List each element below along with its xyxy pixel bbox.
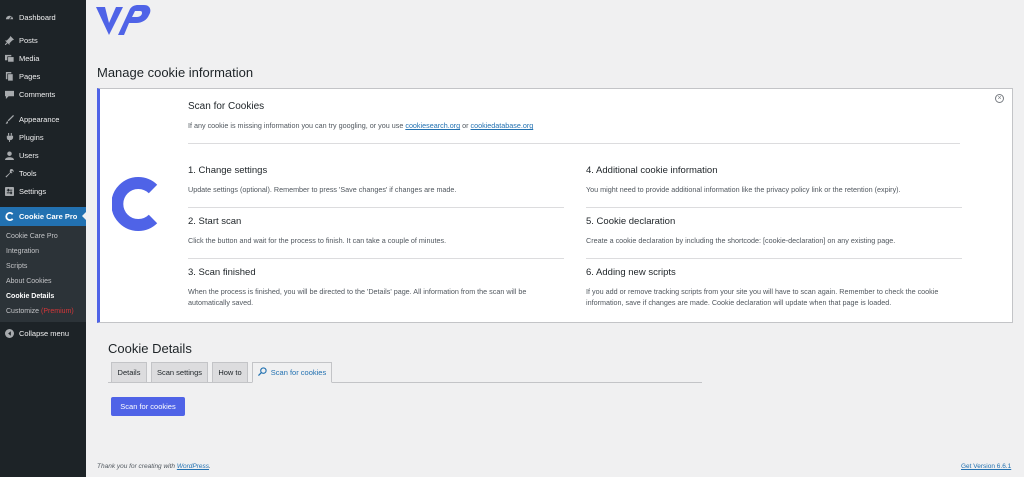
cookie-care-logo-icon — [112, 177, 160, 231]
sidebar-item-label: Tools — [19, 168, 37, 178]
collapse-menu-button[interactable] — [0, 324, 86, 342]
plugin-icon — [5, 133, 14, 142]
submenu-item-customize[interactable] — [6, 308, 74, 315]
sidebar-item-appearance[interactable] — [0, 110, 86, 128]
media-icon — [5, 54, 14, 63]
cookiedatabase-link[interactable]: cookiedatabase.org — [470, 121, 534, 130]
cookie-care-submenu — [0, 226, 86, 322]
panel-intro — [188, 121, 533, 130]
tab-scan-for-cookies[interactable] — [252, 362, 332, 383]
page-title: Manage cookie information — [97, 65, 254, 80]
submenu-item-cookie-care-pro[interactable]: Cookie Care Pro — [6, 233, 58, 240]
cookie-details-title: Cookie Details — [108, 341, 192, 356]
version-link[interactable]: Get Version 6.6.1 — [961, 463, 1012, 470]
intro-text: If any cookie is missing information you can try googling, or you use — [188, 121, 406, 130]
sidebar-item-label: Plugins — [19, 132, 44, 142]
sidebar-item-plugins[interactable] — [0, 128, 86, 146]
intro-text-mid: or — [460, 121, 471, 130]
search-icon — [258, 367, 267, 378]
divider — [188, 258, 564, 259]
sidebar-item-label: Cookie Care Pro — [19, 212, 78, 221]
step-title: 5. Cookie declaration — [586, 216, 676, 227]
sidebar-item-label: Comments — [19, 89, 56, 99]
sidebar-item-label: Pages — [19, 71, 41, 81]
step-description: Update settings (optional). Remember to press 'Save changes' if changes are made. — [188, 185, 457, 194]
sidebar-item-comments[interactable] — [0, 85, 86, 103]
footer-thanks-text: Thank you for creating with — [97, 463, 177, 470]
cookie-care-icon — [5, 212, 14, 221]
settings-icon — [5, 187, 14, 196]
sidebar-item-label: Media — [19, 53, 40, 63]
brush-icon — [5, 115, 14, 124]
sidebar-item-cookie-care-pro[interactable] — [0, 207, 86, 226]
sidebar-item-label: Settings — [19, 186, 47, 196]
step-description: Create a cookie declaration by including the shortcode: [cookie-declaration] on any existing page. — [586, 236, 896, 245]
tab-details[interactable]: Details — [111, 362, 147, 383]
footer-thanks-suffix: . — [209, 463, 211, 470]
sidebar-item-users[interactable] — [0, 146, 86, 164]
dashboard-icon — [5, 13, 14, 22]
sidebar-item-label: Posts — [19, 35, 38, 45]
footer-thanks — [97, 463, 211, 470]
step-title: 4. Additional cookie information — [586, 165, 718, 176]
tab-scan-settings[interactable]: Scan settings — [151, 362, 208, 383]
close-icon[interactable]: × — [995, 94, 1004, 103]
scan-info-panel — [97, 88, 1013, 323]
step-description: If you add or remove tracking scripts from your site you will have to scan again. Remember to check the cookie information, save if changes are made. Cookie declaration will update when that page is loaded. — [586, 287, 939, 307]
sidebar-item-label: Dashboard — [19, 12, 56, 22]
sidebar-item-label: Users — [19, 150, 39, 160]
divider — [586, 207, 962, 208]
tab-how-to[interactable]: How to — [212, 362, 248, 383]
pushpin-icon — [5, 36, 14, 45]
step-title: 1. Change settings — [188, 165, 268, 176]
panel-title: Scan for Cookies — [188, 101, 265, 112]
scan-for-cookies-button[interactable]: Scan for cookies — [111, 397, 185, 416]
step-title: 2. Start scan — [188, 216, 242, 227]
admin-sidebar — [0, 0, 86, 477]
submenu-item-label: Customize — [6, 308, 40, 315]
sidebar-item-media[interactable] — [0, 49, 86, 67]
sidebar-item-dashboard[interactable] — [0, 8, 86, 26]
tab-label: Scan for cookies — [270, 368, 327, 377]
divider — [586, 258, 962, 259]
step-title: 6. Adding new scripts — [586, 267, 676, 278]
step-description: When the process is finished, you will be directed to the 'Details' page. All information from the scan will be automatically saved. — [188, 287, 527, 307]
divider — [188, 207, 564, 208]
submenu-item-about-cookies[interactable]: About Cookies — [6, 278, 52, 285]
pages-icon — [5, 72, 14, 81]
divider — [188, 143, 960, 144]
step-title: 3. Scan finished — [188, 267, 256, 278]
submenu-item-integration[interactable]: Integration — [6, 248, 40, 255]
submenu-item-scripts[interactable]: Scripts — [6, 263, 28, 270]
collapse-icon — [5, 329, 14, 338]
wordpress-link[interactable]: WordPress — [176, 463, 210, 470]
sidebar-item-pages[interactable] — [0, 67, 86, 85]
sidebar-item-posts[interactable] — [0, 31, 86, 49]
active-menu-arrow — [82, 212, 86, 220]
sidebar-item-settings[interactable] — [0, 182, 86, 200]
premium-badge: (Premium) — [41, 308, 74, 315]
sidebar-item-tools[interactable] — [0, 164, 86, 182]
cookiesearch-link[interactable]: cookiesearch.org — [405, 121, 461, 130]
wrench-icon — [5, 169, 14, 178]
step-description: Click the button and wait for the process to finish. It can take a couple of minutes. — [188, 236, 447, 245]
sidebar-item-label: Appearance — [19, 114, 60, 124]
plugin-logo — [96, 5, 152, 35]
sidebar-item-label: Collapse menu — [19, 328, 70, 338]
users-icon — [5, 151, 14, 160]
step-description: You might need to provide additional information like the privacy policy link or the retention (expiry). — [586, 185, 901, 194]
submenu-item-cookie-details[interactable]: Cookie Details — [6, 293, 55, 300]
comments-icon — [5, 90, 14, 99]
